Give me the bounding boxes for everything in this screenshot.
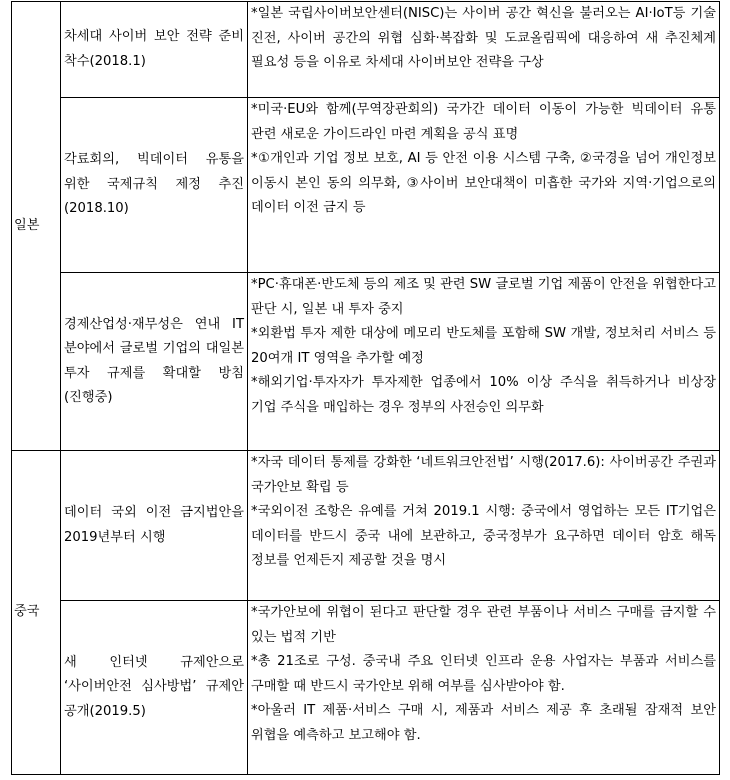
detail-item: *해외기업·투자자가 투자제한 업종에서 10% 이상 주식을 취득하거나 비상장 기업 주식을 매입하는 경우 정부의 사전승인 의무화 — [251, 375, 716, 415]
detail-item: *미국·EU와 함께(무역장관회의) 국가간 데이터 이동이 가능한 빅데이터 유통 관련 새로운 가이드라인 마련 계획을 공식 표명 — [251, 102, 716, 142]
detail-item: *국외이전 조항은 유예를 거쳐 2019.1 시행: 중국에서 영업하는 모든 IT기업은 데이터를 반드시 중국 내에 보관하고, 중국정부가 요구하면 데이터 암호 해독 정보를 언제든지 제공할 것을 명시 — [251, 504, 716, 568]
details-cell — [248, 98, 720, 273]
detail-item: *일본 국립사이버보안센터(NISC)는 사이버 공간 혁신을 불러오는 AI·IoT등 기술 진전, 사이버 공간의 위협 심화·복잡화 및 도쿄올림픽에 대응하여 새 추진체계 필요성 등을 이유로 차세대 사이버보안 전략을 구상 — [251, 6, 716, 70]
detail-item: *자국 데이터 통제를 강화한 ‘네트워크안전법’ 시행(2017.6): 사이버공간 주권과 국가안보 확립 등 — [251, 455, 716, 495]
detail-item: *외환법 투자 제한 대상에 메모리 반도체를 포함해 SW 개발, 정보처리 서비스 등 20여개 IT 영역을 추가할 예정 — [251, 326, 716, 366]
policy-table — [11, 1, 720, 775]
policy-cell: 경제산업성·재무성은 연내 IT 분야에서 글로벌 기업의 대일본 투자 규제를 확대할 방침(진행중) — [61, 273, 248, 451]
policy-cell: 각료회의, 빅데이터 유통을 위한 국제규칙 제정 추진(2018.10) — [61, 98, 248, 273]
detail-item: *PC·휴대폰·반도체 등의 제조 및 관련 SW 글로벌 기업 제품이 안전을 위협한다고 판단 시, 일본 내 투자 중지 — [251, 277, 716, 317]
detail-item: *국가안보에 위협이 된다고 판단할 경우 관련 부품이나 서비스 구매를 금지할 수 있는 법적 기반 — [251, 605, 716, 645]
table-row — [12, 273, 720, 451]
detail-item: *①개인과 기업 정보 보호, AI 등 안전 이용 시스템 구축, ②국경을 넘어 개인정보 이동시 본인 동의 의무화, ③사이버 보안대책이 미흡한 국가와 지역·기업으로의 데이터 이전 금지 등 — [251, 151, 716, 215]
details-cell — [248, 601, 720, 775]
table-row — [12, 451, 720, 601]
table-row — [12, 601, 720, 775]
details-cell — [248, 273, 720, 451]
table-row — [12, 98, 720, 273]
policy-cell: 데이터 국외 이전 금지법안을 2019년부터 시행 — [61, 451, 248, 601]
details-cell — [248, 451, 720, 601]
table-row — [12, 2, 720, 98]
policy-cell: 차세대 사이버 보안 전략 준비 착수(2018.1) — [61, 2, 248, 98]
policy-cell: 새 인터넷 규제안으로 ‘사이버안전 심사방법’ 규제안 공개(2019.5) — [61, 601, 248, 775]
detail-item: *아울러 IT 제품·서비스 구매 시, 제품과 서비스 제공 후 초래될 잠재적 보안 위협을 예측하고 보고해야 함. — [251, 703, 716, 743]
country-cell-japan: 일본 — [12, 2, 61, 451]
country-cell-china: 중국 — [12, 451, 61, 775]
detail-item: *총 21조로 구성. 중국내 주요 인터넷 인프라 운용 사업자는 부품과 서비스를 구매할 때 반드시 국가안보 위해 여부를 심사받아야 함. — [251, 654, 716, 694]
details-cell — [248, 2, 720, 98]
